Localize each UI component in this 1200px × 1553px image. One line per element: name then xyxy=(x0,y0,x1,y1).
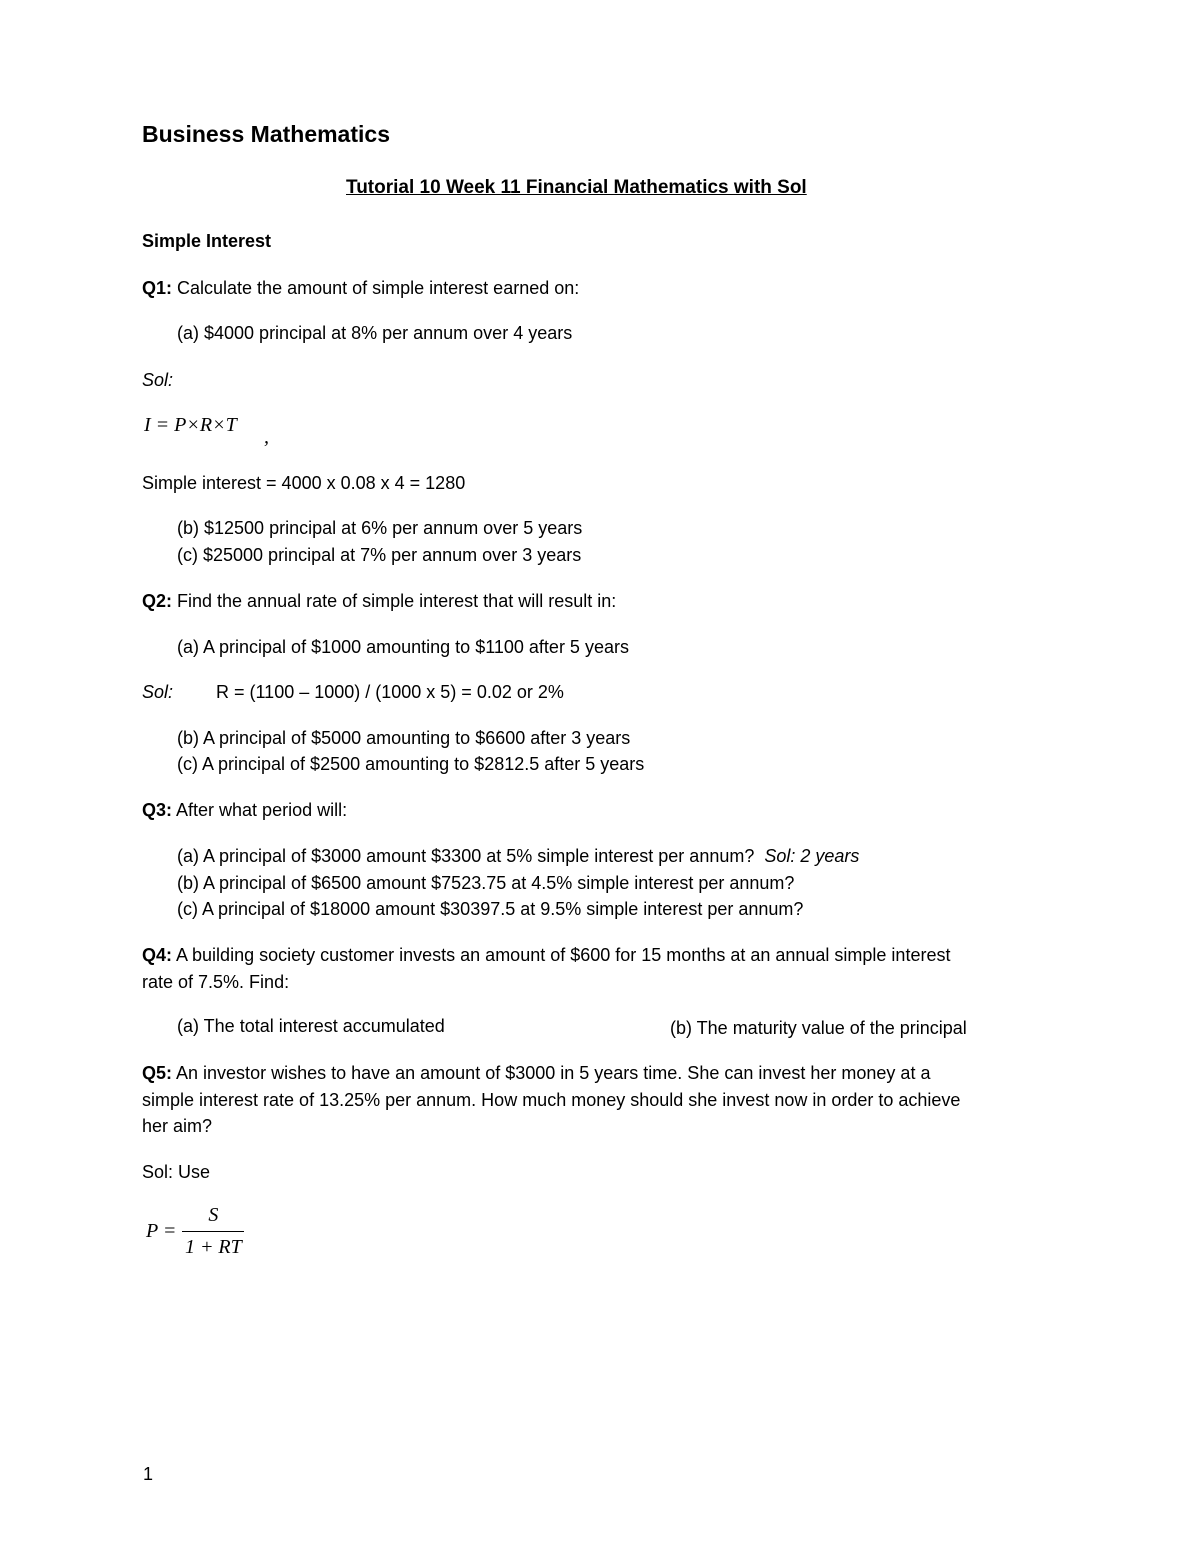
q1-prompt xyxy=(142,277,579,299)
q2-part-c: (c) A principal of $2500 amounting to $2812.5 after 5 years xyxy=(177,754,645,774)
q4-line1: A building society customer invests an amount of $600 for 15 months at an annual simple interest xyxy=(172,945,951,965)
q5-formula-denominator: 1 + RT xyxy=(184,1236,242,1258)
q3-part-c: (c) A principal of $18000 amount $30397.5 at 9.5% simple interest per annum? xyxy=(177,899,804,919)
q2-text: Find the annual rate of simple interest that will result in: xyxy=(172,591,617,611)
q3-part-a-sol: Sol: 2 years xyxy=(764,846,860,866)
q4-line2: rate of 7.5%. Find: xyxy=(142,972,290,992)
q1-part-c: (c) $25000 principal at 7% per annum over 3 years xyxy=(177,545,582,565)
q3-part-a-text: (a) A principal of $3000 amount $3300 at 5% simple interest per annum? xyxy=(177,846,755,866)
q3-part-a xyxy=(177,845,859,867)
q1-text: Calculate the amount of simple interest earned on: xyxy=(172,278,580,298)
q5-formula-lhs: P = xyxy=(146,1220,177,1242)
q1-formula: I = P×R×T xyxy=(144,414,237,436)
page-number: 1 xyxy=(143,1464,154,1484)
q5-formula-numerator: S xyxy=(208,1204,219,1226)
q3-part-b: (b) A principal of $6500 amount $7523.75 at 4.5% simple interest per annum? xyxy=(177,873,795,893)
q5-prompt xyxy=(142,1062,930,1084)
q1-label: Q1: xyxy=(142,278,173,298)
q2-part-b: (b) A principal of $5000 amounting to $6600 after 3 years xyxy=(177,728,631,748)
q3-prompt xyxy=(142,799,347,821)
document-subtitle: Tutorial 10 Week 11 Financial Mathematics with Sol xyxy=(346,177,807,198)
section-heading: Simple Interest xyxy=(142,231,272,251)
q4-prompt xyxy=(142,944,950,966)
q3-label: Q3: xyxy=(142,800,173,820)
q5-formula xyxy=(146,1204,244,1259)
q5-line2: simple interest rate of 13.25% per annum. How much money should she invest now in order to achieve xyxy=(142,1090,961,1110)
q2-part-a: (a) A principal of $1000 amounting to $1100 after 5 years xyxy=(177,637,629,657)
document-title: Business Mathematics xyxy=(142,121,390,147)
q2-sol-text: R = (1100 – 1000) / (1000 x 5) = 0.02 or 2% xyxy=(216,682,564,702)
q1-part-b: (b) $12500 principal at 6% per annum over 5 years xyxy=(177,518,583,538)
q3-text: After what period will: xyxy=(172,800,348,820)
q1-formula-comma: , xyxy=(264,426,269,448)
q1-part-a: (a) $4000 principal at 8% per annum over 4 years xyxy=(177,323,573,343)
q5-line3: her aim? xyxy=(142,1116,213,1136)
q2-prompt xyxy=(142,590,616,612)
q5-sol: Sol: Use xyxy=(142,1162,211,1182)
q4-part-b: (b) The maturity value of the principal xyxy=(670,1018,967,1038)
q4-label: Q4: xyxy=(142,945,173,965)
q5-label: Q5: xyxy=(142,1063,173,1083)
q1-answer: Simple interest = 4000 x 0.08 x 4 = 1280 xyxy=(142,473,466,493)
q5-formula-fraction xyxy=(182,1204,244,1259)
q2-label: Q2: xyxy=(142,591,173,611)
q1-sol-label: Sol: xyxy=(142,370,174,390)
q4-part-a: (a) The total interest accumulated xyxy=(177,1016,445,1036)
q5-line1: An investor wishes to have an amount of $3000 in 5 years time. She can invest her money at a xyxy=(172,1063,931,1083)
q2-sol-label: Sol: xyxy=(142,682,174,702)
